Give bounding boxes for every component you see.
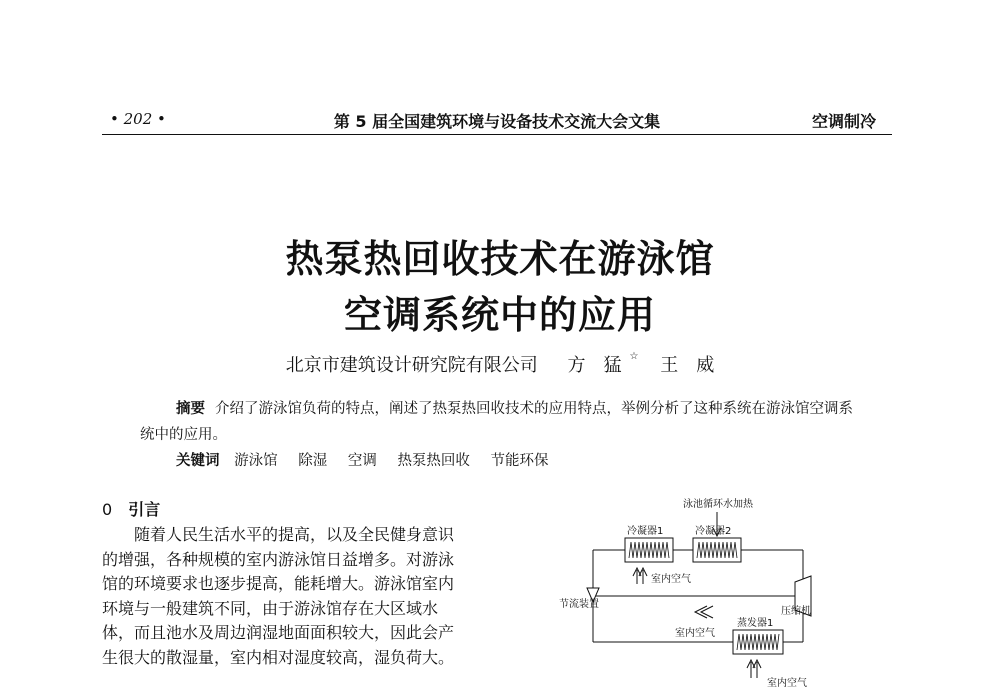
throttle-label: 节流装置 [559, 599, 599, 610]
corresponding-mark: ☆ [629, 351, 639, 362]
air-arrow-icon [753, 660, 761, 678]
section-label: 空调制冷 [811, 112, 876, 131]
indoor-air-label-3: 室内空气 [767, 678, 807, 689]
air-arrow-icon [639, 568, 647, 584]
section-heading [102, 497, 160, 520]
body-line: 环境与一般建筑不同，由于游泳馆存在大区域水 [102, 598, 439, 618]
body-line: 生很大的散湿量，室内相对湿度较高，湿负荷大。 [102, 647, 455, 667]
proceedings-title: 第 5 届全国建筑环境与设备技术交流大会文集 [333, 112, 661, 131]
keyword: 空调 [347, 453, 377, 469]
indoor-air-label-2: 室内空气 [675, 628, 715, 639]
keywords-label: 关键词 [176, 453, 220, 469]
keywords [176, 449, 565, 470]
keyword: 游泳馆 [234, 453, 278, 469]
air-arrow-icon [747, 660, 755, 678]
evaporator-1-label: 蒸发器1 [737, 618, 774, 629]
body-line: 随着人民生活水平的提高，以及全民健身意识 [134, 525, 455, 544]
body-text [102, 523, 490, 670]
keyword: 节能环保 [490, 453, 549, 469]
abstract-text: 介绍了游泳馆负荷的特点，阐述了热泵热回收技术的应用特点，举例分析了这种系统在游泳馆空调系统中的应用。 [140, 401, 853, 443]
heat-pump-diagram [545, 490, 855, 690]
abstract [140, 396, 860, 448]
condenser-1-label: 冷凝器1 [627, 526, 664, 537]
compressor-label: 压缩机 [781, 606, 811, 617]
air-arrow-icon [695, 606, 713, 618]
body-line: 体，而且池水及周边润湿地面面积较大，因此会产 [102, 623, 455, 642]
affiliation: 北京市建筑设计研究院有限公司 [285, 355, 538, 376]
paper-title-line-1: 热泵热回收技术在游泳馆 [285, 237, 715, 281]
paper-title-line-2: 空调系统中的应用 [343, 293, 656, 337]
author-line [0, 351, 1000, 377]
section-title: 引言 [128, 500, 161, 519]
page-number: • 202 • [110, 110, 166, 128]
keyword: 除湿 [298, 453, 328, 469]
body-line: 的增强，各种规模的室内游泳馆日益增多。对游泳 [102, 549, 455, 569]
abstract-label: 摘要 [176, 401, 205, 417]
air-arrow-icon [633, 568, 641, 584]
keyword: 热泵热回收 [397, 453, 470, 469]
author-2: 王 威 [660, 355, 715, 376]
body-line: 馆的环境要求也逐步提高，能耗增大。游泳馆室内 [102, 574, 455, 593]
condenser-2-label: 冷凝器2 [695, 526, 732, 537]
running-header [102, 108, 892, 135]
pool-water-label: 泳池循环水加热 [683, 499, 753, 510]
author-1-name: 方 猛 [567, 355, 622, 376]
indoor-air-label-1: 室内空气 [651, 574, 691, 585]
section-number: 0 [102, 500, 113, 519]
author-1 [560, 351, 639, 376]
